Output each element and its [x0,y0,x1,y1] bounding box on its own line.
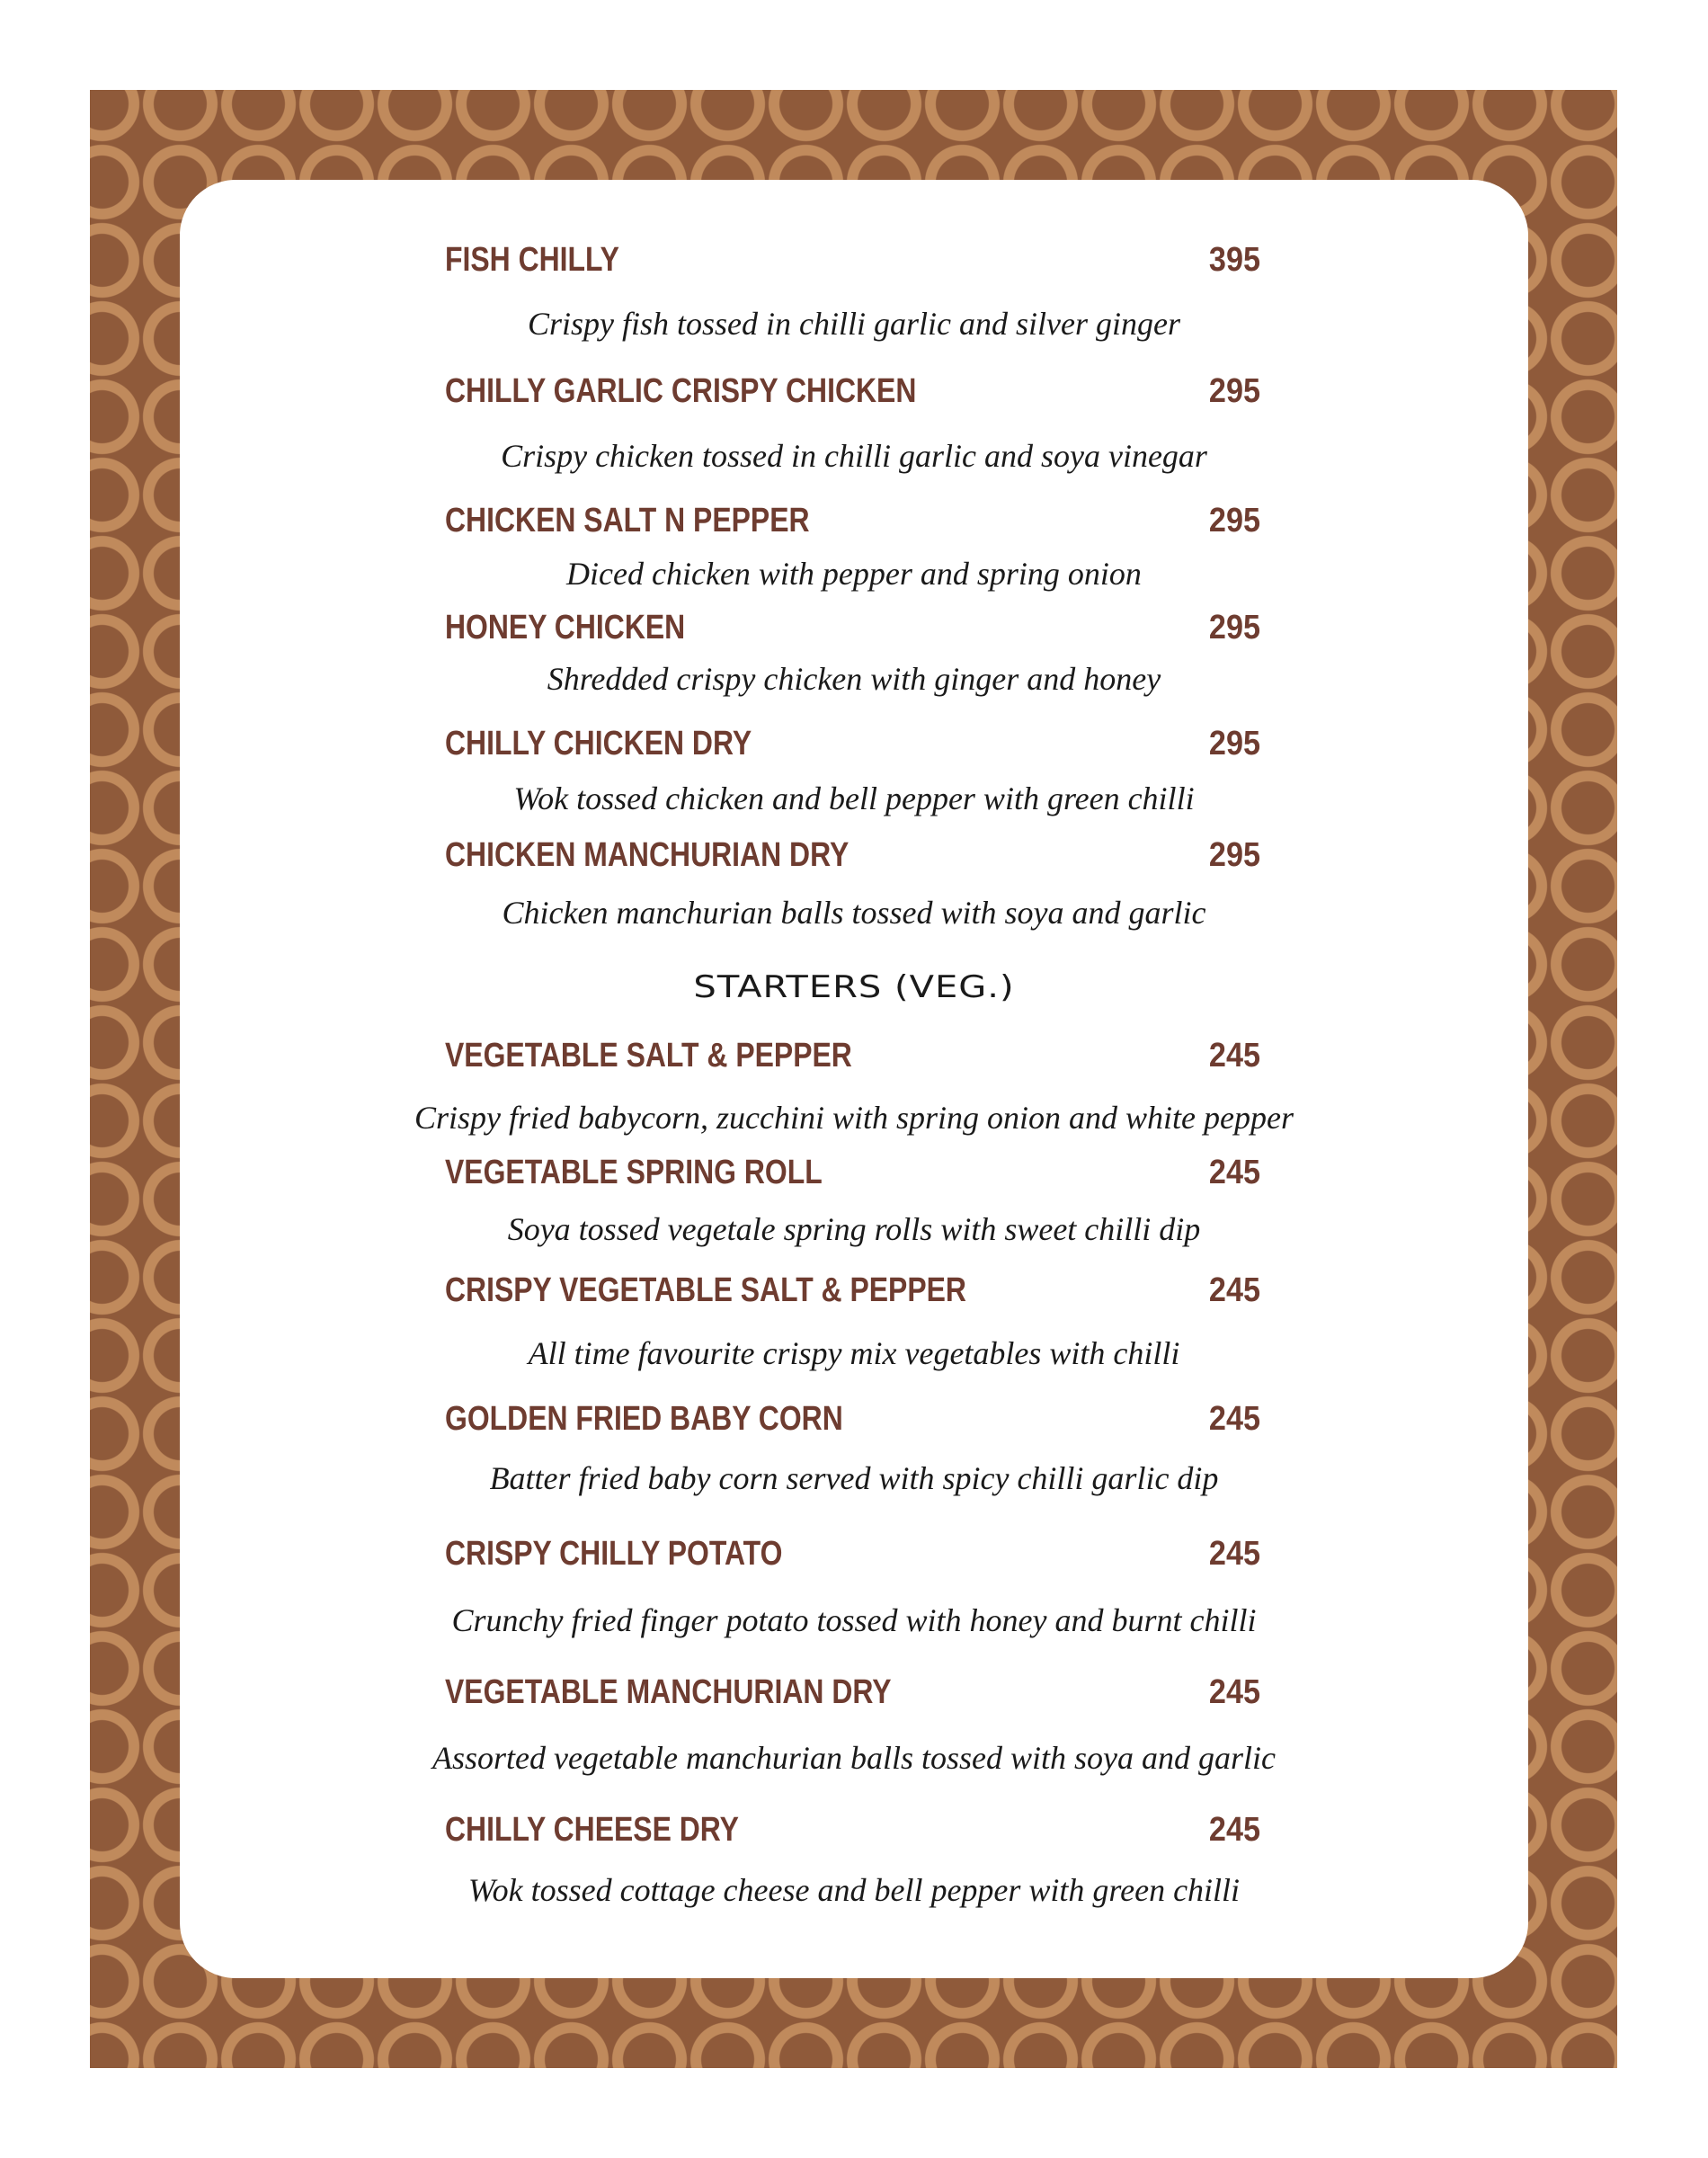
menu-item-description: Crunchy fried finger potato tossed with honey and burnt chilli [451,1602,1257,1638]
menu-item-description: Assorted vegetable manchurian balls tossed with soya and garlic [432,1740,1276,1776]
menu-item-description: All time favourite crispy mix vegetables with chilli [528,1335,1180,1371]
section-heading: STARTERS (VEG.) [693,969,1015,1005]
menu-item-price: 295 [1208,502,1260,540]
menu-item-description: Shredded crispy chicken with ginger and honey [547,661,1161,697]
menu-item-description: Wok tossed chicken and bell pepper with green chilli [513,780,1195,816]
menu-item-price: 245 [1208,1535,1260,1573]
menu-item-description: Chicken manchurian balls tossed with soya and garlic [502,895,1206,931]
menu-item-price: 295 [1208,725,1260,762]
menu-item-name: HONEY CHICKEN [445,609,686,647]
menu-item-description: Crispy chicken tossed in chilli garlic and soya vinegar [501,438,1207,474]
menu-item-price: 245 [1208,1400,1260,1438]
menu-item-price: 295 [1208,836,1260,874]
menu-item-description: Wok tossed cottage cheese and bell pepper with green chilli [467,1872,1241,1908]
menu-item-name: FISH CHILLY [445,241,619,279]
menu-item-name: CHILLY CHEESE DRY [445,1811,739,1849]
menu-item-price: 245 [1208,1037,1260,1075]
menu-item-name: VEGETABLE SPRING ROLL [445,1154,823,1191]
menu-item-description: Crispy fried babycorn, zucchini with spring onion and white pepper [414,1100,1294,1136]
menu-item-description: Soya tossed vegetale spring rolls with sweet chilli dip [507,1211,1201,1247]
menu-item-description: Batter fried baby corn served with spicy chilli garlic dip [489,1460,1219,1496]
menu-item-name: VEGETABLE MANCHURIAN DRY [445,1673,892,1711]
menu-item-name: VEGETABLE SALT & PEPPER [445,1037,852,1075]
menu-item-price: 295 [1208,609,1260,647]
menu-item-price: 295 [1208,372,1260,410]
menu-item-name: GOLDEN FRIED BABY CORN [445,1400,843,1438]
menu-item-name: CHILLY GARLIC CRISPY CHICKEN [445,372,917,410]
menu-item-price: 245 [1208,1673,1260,1711]
menu-item-name: CRISPY CHILLY POTATO [445,1535,783,1573]
menu-item-description: Crispy fish tossed in chilli garlic and silver ginger [528,306,1180,342]
menu-item-price: 245 [1208,1811,1260,1849]
menu-item-name: CHICKEN MANCHURIAN DRY [445,836,850,874]
menu-item-price: 245 [1208,1154,1260,1191]
menu-item-description: Diced chicken with pepper and spring onion [566,556,1142,592]
menu-item-price: 395 [1208,241,1260,279]
menu-item-name: CHICKEN SALT N PEPPER [445,502,810,540]
menu-item-name: CRISPY VEGETABLE SALT & PEPPER [445,1271,966,1309]
menu-item-name: CHILLY CHICKEN DRY [445,725,752,762]
menu-item-price: 245 [1208,1271,1260,1309]
